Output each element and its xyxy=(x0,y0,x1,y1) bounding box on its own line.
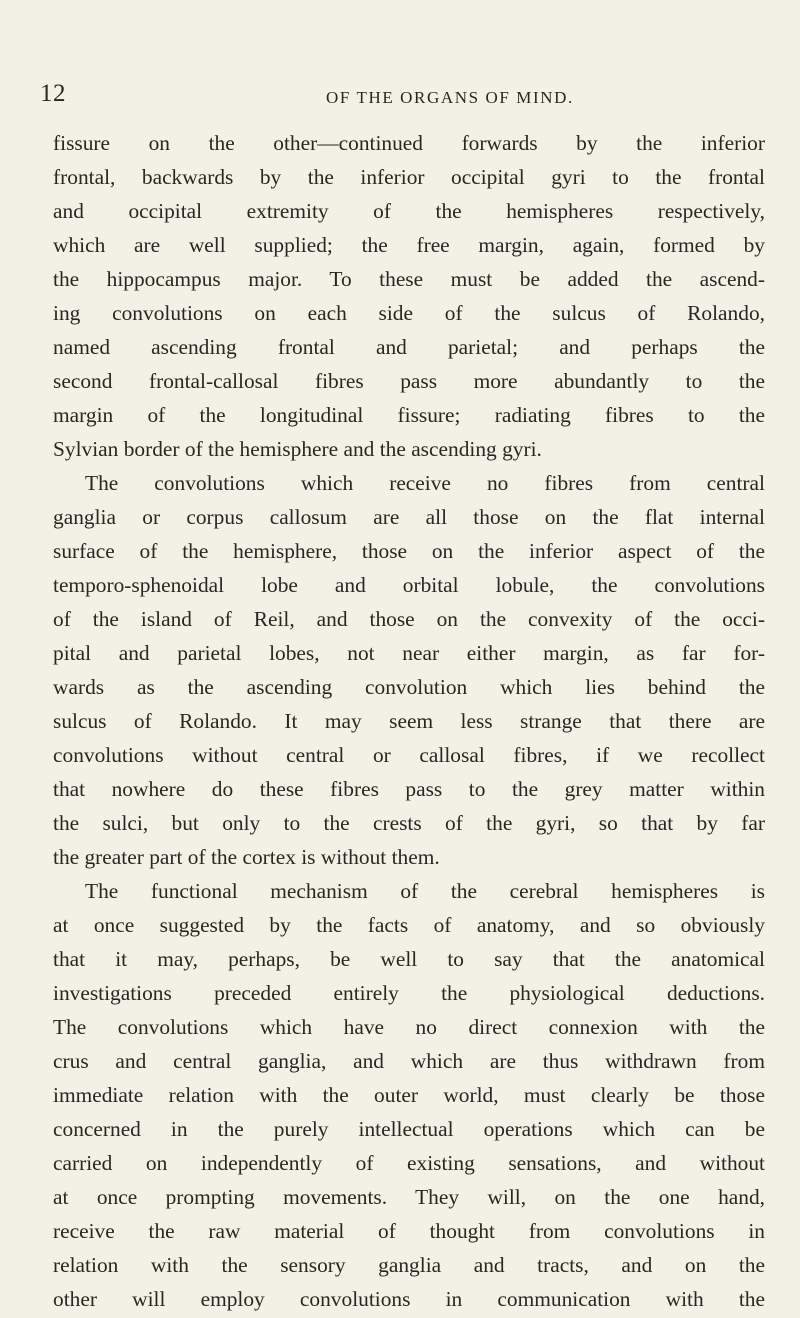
text-line: temporo-sphenoidal lobe and orbital lobule, the convolutions xyxy=(53,573,765,597)
text-line: wards as the ascending convolution which lies behind the xyxy=(53,675,765,699)
text-line: pital and parietal lobes, not near either margin, as far for- xyxy=(53,641,765,665)
text-line: ganglia or corpus callosum are all those on the flat internal xyxy=(53,505,765,529)
text-line: The convolutions which have no direct connexion with the xyxy=(53,1015,765,1039)
text-line: second frontal-callosal fibres pass more abundantly to the xyxy=(53,369,765,393)
text-line: fissure on the other—continued forwards by the inferior xyxy=(53,131,765,155)
text-line: which are well supplied; the free margin, again, formed by xyxy=(53,233,765,257)
text-line: ing convolutions on each side of the sulcus of Rolando, xyxy=(53,301,765,325)
text-line: Sylvian border of the hemisphere and the ascending gyri. xyxy=(53,437,542,461)
text-line: that nowhere do these fibres pass to the grey matter within xyxy=(53,777,765,801)
text-line: frontal, backwards by the inferior occipital gyri to the frontal xyxy=(53,165,765,189)
text-line: investigations preceded entirely the physiological deductions. xyxy=(53,981,765,1005)
text-line: named ascending frontal and parietal; and perhaps the xyxy=(53,335,765,359)
text-line: and occipital extremity of the hemispheres respectively, xyxy=(53,199,765,223)
text-line: The convolutions which receive no fibres from central xyxy=(85,471,765,495)
text-line: the greater part of the cortex is without them. xyxy=(53,845,440,869)
running-head xyxy=(40,80,760,120)
text-line: concerned in the purely intellectual operations which can be xyxy=(53,1117,765,1141)
text-line: of the island of Reil, and those on the convexity of the occi- xyxy=(53,607,765,631)
running-title: OF THE ORGANS OF MIND. xyxy=(326,88,574,107)
text-line: convolutions without central or callosal fibres, if we recollect xyxy=(53,743,765,767)
text-line: sulcus of Rolando. It may seem less strange that there are xyxy=(53,709,765,733)
page-number: 12 xyxy=(40,80,66,107)
text-line: carried on independently of existing sensations, and without xyxy=(53,1151,765,1175)
text-line: the hippocampus major. To these must be added the ascend- xyxy=(53,267,765,291)
text-line: margin of the longitudinal fissure; radiating fibres to the xyxy=(53,403,765,427)
text-line: at once prompting movements. They will, on the one hand, xyxy=(53,1185,765,1209)
text-line: relation with the sensory ganglia and tracts, and on the xyxy=(53,1253,765,1277)
text-line: the sulci, but only to the crests of the gyri, so that by far xyxy=(53,811,765,835)
text-line: immediate relation with the outer world, must clearly be those xyxy=(53,1083,765,1107)
body-text xyxy=(53,126,765,1316)
text-line: receive the raw material of thought from convolutions in xyxy=(53,1219,765,1243)
text-line: that it may, perhaps, be well to say that the anatomical xyxy=(53,947,765,971)
text-line: surface of the hemisphere, those on the inferior aspect of the xyxy=(53,539,765,563)
text-line: other will employ convolutions in communication with the xyxy=(53,1287,765,1311)
text-line: The functional mechanism of the cerebral hemispheres is xyxy=(85,879,765,903)
text-line: crus and central ganglia, and which are thus withdrawn from xyxy=(53,1049,765,1073)
text-line: at once suggested by the facts of anatomy, and so obviously xyxy=(53,913,765,937)
